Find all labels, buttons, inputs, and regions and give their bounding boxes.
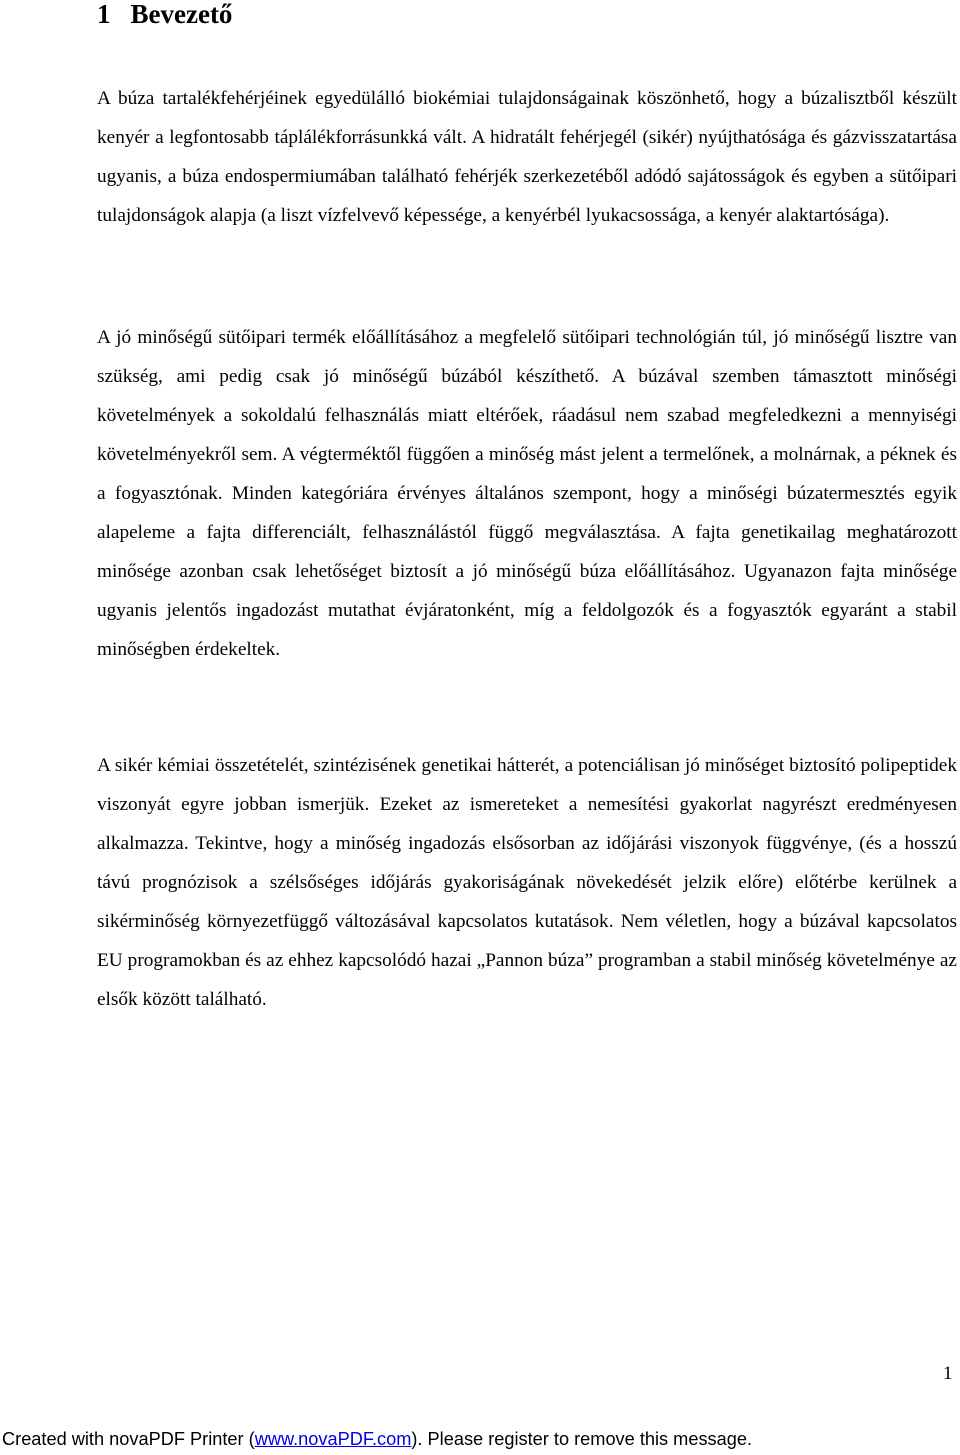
- paragraph-quality: A jó minőségű sütőipari termék előállításához a megfelelő sütőipari technológián túl, jó minőségű lisztre van szükség, ami pedig csak jó minőségű búzából készíthető. A búzával szemben támasztott minőségi követelmények a sokoldalú felhasználás miatt eltérőek, ráadásul nem szabad megfeledkezni a mennyiségi követelményekről sem. A végterméktől függően a minőség mást jelent a termelőnek, a molnárnak, a péknek és a fogyasztónak. Minden kategóriára érvényes általános szempont, hogy a minőségi búzatermesztés egyik alapeleme a fajta differenciált, felhasználástól függő megválasztása. A fajta genetikailag meghatározott minősége azonban csak lehetőséget biztosít a jó minőségű búza előállításához. Ugyanazon fajta minősége ugyanis jelentős ingadozást mutathat évjáratonként, míg a feldolgozók és a fogyasztók egyaránt a stabil minőségben érdekeltek.: [97, 327, 957, 660]
- footer-suffix: ). Please register to remove this message.: [411, 1429, 753, 1449]
- footer-prefix: Created with novaPDF Printer (: [2, 1429, 255, 1449]
- section-heading: [97, 0, 232, 32]
- paragraph-research: A sikér kémiai összetételét, szintézisének genetikai hátterét, a potenciálisan jó minőséget biztosító polipeptidek viszonyát egyre jobban ismerjük. Ezeket az ismereteket a nemesítési gyakorlat nagyrészt eredményesen alkalmazza. Tekintve, hogy a minőség ingadozás elsősorban az időjárási viszonyok függvénye, (és a hosszú távú prognózisok a szélsőséges időjárás gyakoriságának növekedését jelzik előre) előtérbe kerülnek a sikérminőség környezetfüggő változásával kapcsolatos kutatások. Nem véletlen, hogy a búzával kapcsolatos EU programokban és az ehhez kapcsolódó hazai „Pannon búza” programban a stabil minőség követelménye az elsők között található.: [97, 755, 957, 1010]
- section-number: 1: [97, 0, 111, 29]
- paragraph-intro: A búza tartalékfehérjéinek egyedülálló biokémiai tulajdonságainak köszönhető, hogy a búzalisztből készült kenyér a legfontosabb táplálékforrásunkká vált. A hidratált fehérjegél (sikér) nyújthatósága és gázvisszatartása ugyanis, a búza endospermiumában található fehérjék szerkezetéből adódó sajátosságok és egyben a sütőipari tulajdonságok alapja (a liszt vízfelvevő képessége, a kenyérbél lyukacsossága, a kenyér alaktartósága).: [97, 88, 957, 226]
- pdf-watermark-footer: [2, 1427, 752, 1451]
- section-title: Bevezető: [130, 0, 233, 29]
- footer-link[interactable]: www.novaPDF.com: [254, 1429, 412, 1449]
- page-number: 1: [943, 1363, 953, 1384]
